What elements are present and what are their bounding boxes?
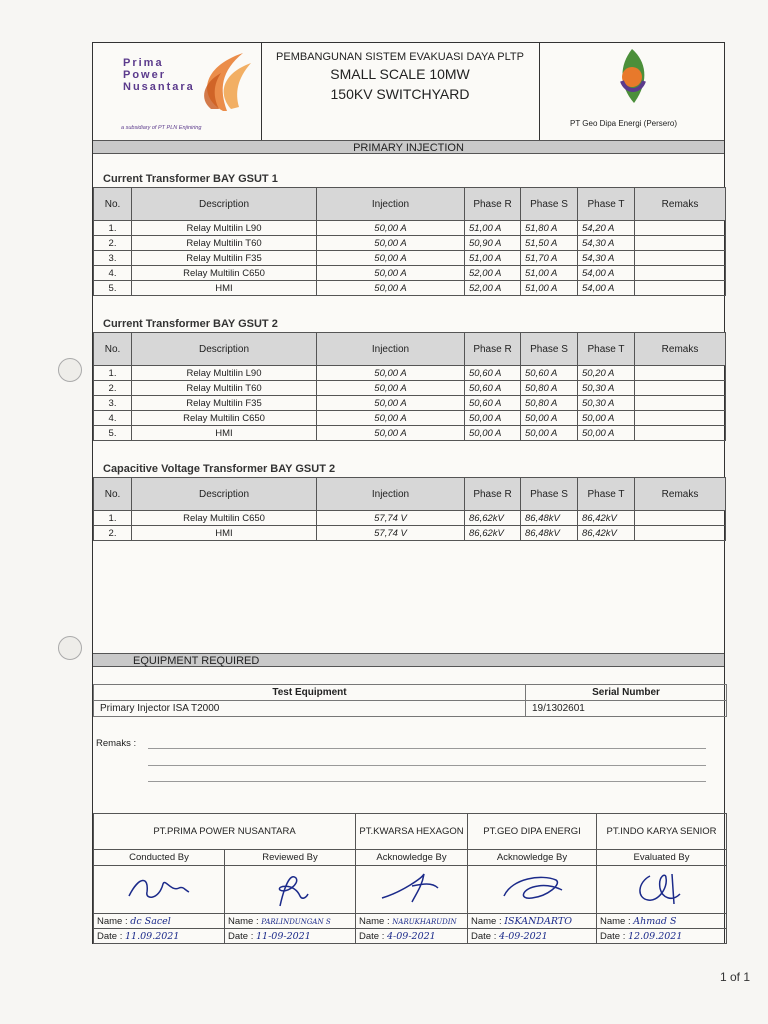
cell: HMI (132, 426, 317, 441)
cell (635, 236, 726, 251)
date-label: Date : (471, 930, 497, 942)
name-label: Name : (228, 915, 259, 927)
signed-date-1: 11.09.2021 (125, 930, 180, 942)
cell: Relay Multilin T60 (132, 236, 317, 251)
cell: 52,00 A (465, 281, 521, 296)
punch-hole-bottom (58, 636, 82, 660)
table-row (94, 526, 726, 541)
form-title (261, 43, 539, 140)
cvt-gsut2-table (93, 477, 726, 541)
cell: 86,42kV (578, 526, 635, 541)
cell: 2. (94, 526, 132, 541)
col-phase-t: Phase T (578, 188, 635, 221)
name-cell-5 (597, 914, 727, 929)
cell: 50,30 A (578, 381, 635, 396)
cell: Relay Multilin L90 (132, 221, 317, 236)
name-label: Name : (600, 915, 631, 927)
date-label: Date : (228, 930, 254, 942)
col-phase-r: Phase R (465, 478, 521, 511)
col-phase-s: Phase S (521, 333, 578, 366)
col-no: No. (94, 333, 132, 366)
cell: 50,30 A (578, 396, 635, 411)
signature-3 (356, 866, 468, 914)
equipment-table (93, 684, 727, 717)
cell: 50,00 A (317, 251, 465, 266)
col-phase-r: Phase R (465, 333, 521, 366)
date-cell-1 (94, 929, 225, 944)
leaf-icon (612, 47, 654, 105)
cell (635, 381, 726, 396)
signed-name-1: dc Sacel (130, 915, 171, 927)
cell: 50,00 A (317, 381, 465, 396)
company-prima: PT.PRIMA POWER NUSANTARA (94, 814, 356, 850)
cell: 50,80 A (521, 381, 578, 396)
date-row (94, 929, 727, 944)
cell (635, 411, 726, 426)
cell: 50,90 A (465, 236, 521, 251)
equipment-required-bar: EQUIPMENT REQUIRED (93, 653, 724, 667)
signed-name-2: PARLINDUNGAN S (261, 917, 331, 926)
logo-subtitle: a subsidiary of PT PLN Enjiniring (121, 125, 202, 131)
cell: 86,48kV (521, 511, 578, 526)
cell: 50,00 A (465, 426, 521, 441)
cell: 2. (94, 236, 132, 251)
cell: 57,74 V (317, 526, 465, 541)
ct-gsut2-table (93, 332, 726, 441)
cell: 86,48kV (521, 526, 578, 541)
col-phase-s: Phase S (521, 188, 578, 221)
date-cell-4 (468, 929, 597, 944)
punch-hole-top (58, 358, 82, 382)
col-serial-number: Serial Number (526, 685, 727, 701)
col-phase-t: Phase T (578, 333, 635, 366)
name-cell-2 (225, 914, 356, 929)
col-phase-r: Phase R (465, 188, 521, 221)
table-row (94, 266, 726, 281)
cell: 51,00 A (521, 281, 578, 296)
signed-date-2: 11-09-2021 (256, 930, 311, 942)
signed-date-5: 12.09.2021 (628, 930, 683, 942)
table-row (94, 426, 726, 441)
primary-injection-bar: PRIMARY INJECTION (93, 140, 724, 154)
role-reviewed: Reviewed By (225, 850, 356, 866)
cell: 86,62kV (465, 511, 521, 526)
signature-1 (94, 866, 225, 914)
remarks-label: Remaks : (96, 738, 137, 749)
form-header (93, 43, 724, 141)
title-line-1: PEMBANGUNAN SISTEM EVAKUASI DAYA PLTP (276, 51, 524, 63)
cell: Relay Multilin L90 (132, 366, 317, 381)
form-sheet (92, 42, 725, 944)
cell: 1. (94, 221, 132, 236)
cell (635, 221, 726, 236)
company-geodipa: PT.GEO DIPA ENERGI (468, 814, 597, 850)
cell: 3. (94, 251, 132, 266)
company-indokarya: PT.INDO KARYA SENIOR (597, 814, 727, 850)
date-cell-5 (597, 929, 727, 944)
title-line-3: 150KV SWITCHYARD (330, 86, 470, 102)
signature-5 (597, 866, 727, 914)
cell: 54,20 A (578, 221, 635, 236)
cell: 51,80 A (521, 221, 578, 236)
signature-4 (468, 866, 597, 914)
table-row (94, 411, 726, 426)
cell: 50,00 A (317, 221, 465, 236)
remarks-line-1 (148, 748, 706, 749)
equipment-name: Primary Injector ISA T2000 (94, 701, 526, 717)
cell: 54,30 A (578, 236, 635, 251)
cell (635, 426, 726, 441)
cell: 3. (94, 396, 132, 411)
prima-power-logo (93, 43, 262, 140)
cell (635, 281, 726, 296)
cell: 54,30 A (578, 251, 635, 266)
cell: 50,00 A (521, 411, 578, 426)
cell: 51,00 A (465, 251, 521, 266)
cell: 57,74 V (317, 511, 465, 526)
table-header-row (94, 478, 726, 511)
equipment-header-row (94, 685, 727, 701)
col-description: Description (132, 188, 317, 221)
col-injection: Injection (317, 478, 465, 511)
signature-table (93, 813, 727, 944)
cell: Relay Multilin C650 (132, 411, 317, 426)
section-title-ct-gsut2: Current Transformer BAY GSUT 2 (103, 318, 278, 330)
cell: 50,00 A (465, 411, 521, 426)
company-kwarsa: PT.KWARSA HEXAGON (356, 814, 468, 850)
cell: 50,00 A (317, 426, 465, 441)
role-conducted: Conducted By (94, 850, 225, 866)
name-row (94, 914, 727, 929)
cell: 50,00 A (317, 396, 465, 411)
col-remarks: Remaks (635, 478, 726, 511)
cell: 50,60 A (465, 366, 521, 381)
cell: 50,60 A (465, 381, 521, 396)
signed-name-3: NARUKHARUDIN (392, 917, 457, 926)
cell: 50,80 A (521, 396, 578, 411)
remarks-line-3 (148, 781, 706, 782)
col-remarks: Remaks (635, 188, 726, 221)
logo-text-2: Power (123, 69, 167, 81)
title-line-2: SMALL SCALE 10MW (330, 66, 470, 82)
cell: 50,00 A (317, 366, 465, 381)
cell: 51,50 A (521, 236, 578, 251)
table-header-row (94, 188, 726, 221)
cell (635, 366, 726, 381)
table-row (94, 366, 726, 381)
section-title-cvt-gsut2: Capacitive Voltage Transformer BAY GSUT 2 (103, 463, 336, 475)
cell: Relay Multilin C650 (132, 511, 317, 526)
name-cell-4 (468, 914, 597, 929)
cell: 4. (94, 266, 132, 281)
date-label: Date : (97, 930, 123, 942)
table-row (94, 236, 726, 251)
cell: 50,20 A (578, 366, 635, 381)
cell: 50,00 A (578, 426, 635, 441)
date-cell-2 (225, 929, 356, 944)
cell: 51,70 A (521, 251, 578, 266)
signature-row (94, 866, 727, 914)
cell: 50,00 A (317, 411, 465, 426)
cell: 52,00 A (465, 266, 521, 281)
signed-date-3: 4-09-2021 (387, 930, 436, 942)
table-row (94, 511, 726, 526)
name-label: Name : (471, 915, 502, 927)
role-row (94, 850, 727, 866)
cell: 50,00 A (317, 281, 465, 296)
col-phase-t: Phase T (578, 478, 635, 511)
cell: 2. (94, 381, 132, 396)
cell: 50,00 A (578, 411, 635, 426)
cell (635, 266, 726, 281)
date-label: Date : (359, 930, 385, 942)
cell: 54,00 A (578, 281, 635, 296)
cell: 86,42kV (578, 511, 635, 526)
date-cell-3 (356, 929, 468, 944)
table-row (94, 251, 726, 266)
col-description: Description (132, 478, 317, 511)
name-label: Name : (359, 915, 390, 927)
equipment-serial: 19/1302601 (526, 701, 727, 717)
table-row (94, 396, 726, 411)
date-label: Date : (600, 930, 626, 942)
cell (635, 511, 726, 526)
cell (635, 526, 726, 541)
cell: Relay Multilin F35 (132, 251, 317, 266)
cell: 50,00 A (521, 426, 578, 441)
flame-icon (193, 49, 255, 115)
col-description: Description (132, 333, 317, 366)
ct-gsut1-table (93, 187, 726, 296)
cell: 51,00 A (521, 266, 578, 281)
role-acknowledge-2: Acknowledge By (468, 850, 597, 866)
signed-name-4: ISKANDARTO (504, 915, 572, 927)
cell: 4. (94, 411, 132, 426)
logo-text-3: Nusantara (123, 81, 195, 93)
cell: 5. (94, 281, 132, 296)
section-title-ct-gsut1: Current Transformer BAY GSUT 1 (103, 173, 278, 185)
cell: 51,00 A (465, 221, 521, 236)
geo-dipa-text: PT Geo Dipa Energi (Persero) (570, 119, 678, 128)
signed-date-4: 4-09-2021 (499, 930, 548, 942)
page-number: 1 of 1 (719, 970, 750, 984)
col-test-equipment: Test Equipment (94, 685, 526, 701)
signature-2 (225, 866, 356, 914)
cell: 50,60 A (465, 396, 521, 411)
role-acknowledge-1: Acknowledge By (356, 850, 468, 866)
cell: 50,00 A (317, 266, 465, 281)
company-row (94, 814, 727, 850)
col-no: No. (94, 188, 132, 221)
name-cell-1 (94, 914, 225, 929)
cell: 50,00 A (317, 236, 465, 251)
signed-name-5: Ahmad S (633, 915, 677, 927)
cell: HMI (132, 526, 317, 541)
remarks-line-2 (148, 765, 706, 766)
logo-text-1: Prima (123, 57, 164, 69)
col-no: No. (94, 478, 132, 511)
cell: 54,00 A (578, 266, 635, 281)
cell: Relay Multilin C650 (132, 266, 317, 281)
cell: 1. (94, 366, 132, 381)
col-remarks: Remaks (635, 333, 726, 366)
table-row (94, 381, 726, 396)
name-cell-3 (356, 914, 468, 929)
table-row (94, 281, 726, 296)
equipment-row (94, 701, 727, 717)
cell: Relay Multilin T60 (132, 381, 317, 396)
cell (635, 251, 726, 266)
name-label: Name : (97, 915, 128, 927)
cell: 5. (94, 426, 132, 441)
cell (635, 396, 726, 411)
geo-dipa-logo (539, 43, 726, 140)
table-row (94, 221, 726, 236)
cell: 1. (94, 511, 132, 526)
cell: 50,60 A (521, 366, 578, 381)
cell: HMI (132, 281, 317, 296)
table-header-row (94, 333, 726, 366)
col-phase-s: Phase S (521, 478, 578, 511)
col-injection: Injection (317, 333, 465, 366)
col-injection: Injection (317, 188, 465, 221)
cell: Relay Multilin F35 (132, 396, 317, 411)
role-evaluated: Evaluated By (597, 850, 727, 866)
cell: 86,62kV (465, 526, 521, 541)
